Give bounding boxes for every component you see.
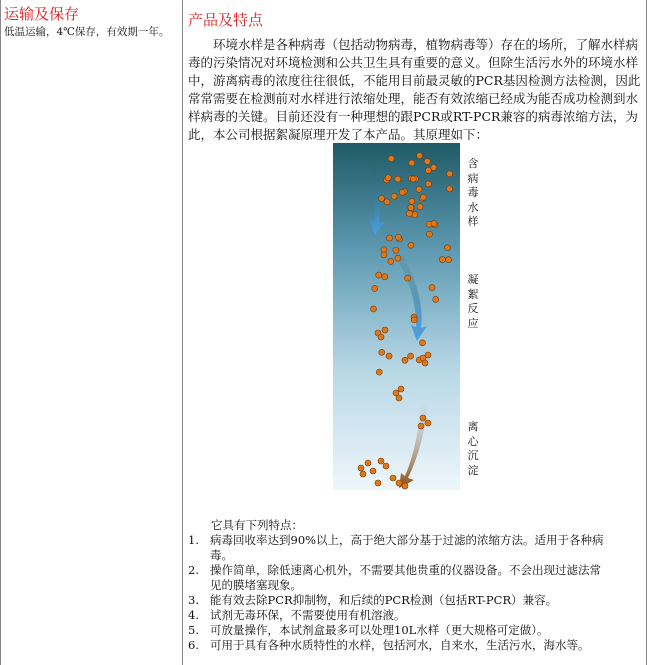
virus-particle [383, 463, 389, 469]
virus-particle [408, 353, 414, 359]
feature-number: 6. [188, 638, 199, 652]
feature-number: 2. [188, 563, 199, 577]
feature-text [210, 533, 604, 563]
feature-text [210, 608, 406, 623]
feature-line: 可放量操作，本试剂盒最多可以处理10L水样（更大规格可定做）。 [210, 623, 549, 637]
virus-particle [388, 156, 394, 162]
virus-particle [398, 386, 404, 392]
virus-particle [391, 193, 397, 199]
virus-particle [419, 340, 425, 346]
intro-paragraph [188, 36, 643, 144]
virus-particle [382, 274, 388, 280]
virus-particle [399, 189, 405, 195]
virus-particle [408, 242, 414, 248]
virus-particle [431, 165, 437, 171]
virus-particle [365, 460, 371, 466]
feature-text [210, 623, 549, 638]
virus-particle [408, 205, 414, 211]
product-section [188, 10, 643, 144]
virus-particle [447, 186, 453, 192]
virus-particle [390, 475, 396, 481]
table-border [646, 0, 647, 665]
features-intro: 它具有下列特点： [188, 518, 303, 532]
feature-item [188, 563, 643, 593]
virus-particle [378, 458, 384, 464]
virus-particle [360, 471, 366, 477]
virus-particle [382, 327, 388, 333]
figure-label-flocculation: 凝 絮 反 应 [467, 273, 479, 330]
virus-particle [425, 167, 431, 173]
virus-particle [395, 234, 401, 240]
virus-particle [405, 275, 411, 281]
virus-particle [387, 235, 393, 241]
intro-line: 环境水样是各种病毒（包括动物病毒，植物病毒等）存在的场所，了解水样病 [188, 37, 639, 52]
virus-particle [411, 317, 417, 323]
feature-number: 4. [188, 608, 199, 622]
virus-particle [386, 353, 392, 359]
feature-item [188, 623, 643, 638]
virus-particle [395, 176, 401, 182]
feature-line: 能有效去除PCR抑制物，和后续的PCR检测（包括RT-PCR）兼容。 [210, 593, 558, 607]
virus-particle [379, 349, 385, 355]
virus-particle [396, 480, 402, 486]
intro-line: 样病毒的关键。目前还没有一种理想的跟PCR或RT-PCR兼容的病毒浓缩方法，为 [188, 109, 638, 124]
virus-particle [426, 231, 432, 237]
virus-particle [409, 160, 415, 166]
virus-particle [420, 415, 426, 421]
figure-label-sample: 含 病 毒 水 样 [467, 157, 479, 228]
virus-particle [447, 171, 453, 177]
virus-particle [379, 195, 385, 201]
virus-particle [376, 369, 382, 375]
feature-line: 毒。 [210, 548, 233, 562]
features-list [188, 518, 643, 653]
virus-particle [396, 395, 402, 401]
virus-particle [416, 186, 422, 192]
virus-particle [372, 285, 378, 291]
virus-particle [412, 212, 418, 218]
feature-number: 3. [188, 593, 199, 607]
virus-particle [425, 352, 431, 358]
virus-particle [420, 194, 426, 200]
virus-particle [439, 257, 445, 263]
intro-line: 毒的污染情况对环境检测和公共卫生具有重要的意义。但除生活污水外的环境水样 [188, 55, 639, 70]
feature-text [210, 593, 557, 608]
feature-line: 操作简单，除低速离心机外，不需要其他贵重的仪器设备。不会出现过滤法常 [210, 563, 601, 577]
virus-particle [370, 306, 376, 312]
shipping-heading: 运输及保存 [4, 5, 80, 23]
feature-item [188, 593, 643, 608]
feature-item [188, 638, 643, 653]
virus-particle [418, 423, 424, 429]
virus-particle [395, 255, 401, 261]
virus-particle [410, 176, 416, 182]
virus-particle [393, 247, 399, 253]
virus-particle [402, 357, 408, 363]
virus-particle [385, 175, 391, 181]
product-heading: 产品及特点 [188, 11, 264, 29]
virus-particle [406, 211, 412, 217]
feature-line: 病毒回收率达到90%以上，高于绝大部分基于过滤的浓缩方法。适用于各种病 [210, 533, 604, 547]
feature-text [210, 638, 590, 653]
virus-particle [417, 153, 423, 159]
shipping-section [4, 4, 179, 40]
flocculation-diagram [333, 143, 460, 490]
intro-line: 此，本公司根据絮凝原理开发了本产品。其原理如下： [188, 127, 489, 142]
virus-particle [433, 296, 439, 302]
feature-number: 1. [188, 533, 199, 547]
virus-particle [417, 204, 423, 210]
feature-item [188, 533, 643, 563]
virus-particle [425, 420, 431, 426]
virus-particle [375, 480, 381, 486]
virus-particle [424, 158, 430, 164]
virus-particle [431, 220, 437, 226]
feature-text [210, 563, 601, 593]
virus-particle [445, 245, 451, 251]
shipping-text: 低温运输，4℃保存，有效期一年。 [4, 26, 170, 38]
figure-label-centrifuge: 离 心 沉 淀 [467, 420, 479, 477]
virus-particle [422, 360, 428, 366]
feature-line: 试剂无毒环保，不需要使用有机溶液。 [210, 608, 406, 622]
feature-item [188, 608, 643, 623]
feature-number: 5. [188, 623, 199, 637]
virus-particle [425, 181, 431, 187]
virus-particle [376, 272, 382, 278]
column-divider [182, 0, 183, 665]
intro-line: 中，游离病毒的浓度往往很低，不能用目前最灵敏的PCR基因检测方法检测，因此 [188, 73, 641, 88]
virus-particle [370, 468, 376, 474]
table-border [0, 0, 1, 665]
feature-line: 可用于具有各种水质特性的水样，包括河水，自来水，生活污水，海水等。 [210, 638, 590, 652]
virus-particle [402, 483, 408, 489]
virus-particle [388, 258, 394, 264]
virus-particle [445, 257, 451, 263]
virus-particle [358, 465, 364, 471]
virus-particle [378, 334, 384, 340]
virus-particle [381, 252, 387, 258]
virus-particle [409, 198, 415, 204]
virus-particle [384, 199, 390, 205]
feature-line: 见的膜堵塞现象。 [210, 578, 302, 592]
intro-line: 常常需要在检测前对水样进行浓缩处理，能否有效浓缩已经成为能否成功检测到水 [188, 91, 639, 106]
virus-particle [429, 285, 435, 291]
